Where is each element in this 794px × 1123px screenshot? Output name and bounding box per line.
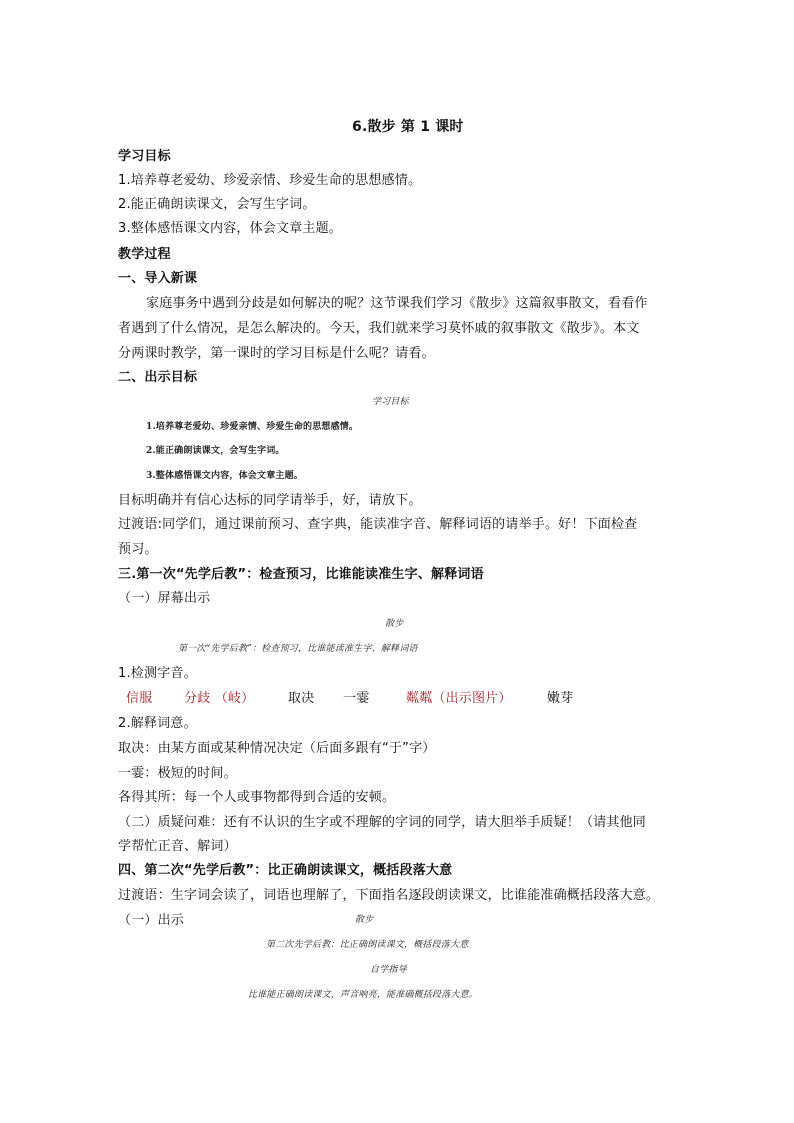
transition-2: 过渡语：生字词会读了，词语也理解了，下面指名逐段朗读课文，比谁能准确概括段落大意。 xyxy=(118,888,660,903)
section-1-para-line-1: 家庭事务中遇到分歧是如何解决的呢？这节课我们学习《散步》这篇叙事散文，看看作 xyxy=(146,296,648,311)
slide-1-title: 学习目标 xyxy=(372,397,409,407)
explain-heading: 2.解释词意。 xyxy=(118,716,197,731)
page-title: 6.散步 第 1 课时 xyxy=(352,119,464,135)
section-1-para-line-3: 分两课时教学，第一课时的学习目标是什么呢？请看。 xyxy=(118,346,435,361)
word-6: 嫩芽 xyxy=(547,691,574,706)
goals-heading: 学习目标 xyxy=(118,149,171,164)
slide-3-title: 散步 xyxy=(355,915,374,925)
slide-1-item-3: 3.整体感悟课文内容，体会文章主题。 xyxy=(146,471,303,481)
goal-item-1: 1.培养尊老爱幼、珍爱亲情、珍爱生命的思想感情。 xyxy=(118,173,422,188)
section-3-sub-1: （一）屏幕出示 xyxy=(118,591,211,606)
section-1-heading: 一、导入新课 xyxy=(118,271,198,286)
section-3-sub-2-line-1: （二）质疑问难：还有不认识的生字或不理解的字词的同学，请大胆举手质疑！（请其他同 xyxy=(118,815,647,830)
word-4: 一霎 xyxy=(343,691,370,706)
word-1: 信服 xyxy=(126,691,153,706)
section-4-heading: 四、第二次“先学后教”：比正确朗读课文，概括段落大意 xyxy=(118,863,453,878)
slide-1-item-1: 1.培养尊老爱幼、珍爱亲情、珍爱生命的思想感情。 xyxy=(146,422,359,432)
slide-3-sub: 自学指导 xyxy=(370,965,407,975)
section-3-heading: 三.第一次“先学后教”：检查预习，比谁能读准生字、解释词语 xyxy=(118,567,484,582)
slide-1-item-2: 2.能正确朗读课文，会写生字词。 xyxy=(146,446,285,456)
slide-3-line: 第二次先学后教：比正确朗读课文，概括段落大意 xyxy=(266,940,469,950)
section-4-sub-1: （一）出示 xyxy=(118,913,185,928)
check-pronunciation: 1.检测字音。 xyxy=(118,666,197,681)
slide-3-instruction: 比谁能正确朗读课文，声音响亮，能准确概括段落大意。 xyxy=(248,990,479,1000)
transition-1-line-2: 预习。 xyxy=(118,542,158,557)
word-2: 分歧 （岐） xyxy=(184,691,255,706)
word-3: 取决 xyxy=(288,691,315,706)
section-2-heading: 二、出示目标 xyxy=(118,370,198,385)
definition-1: 取决：由某方面或某种情况决定（后面多跟有“于”字） xyxy=(118,741,436,756)
word-5: 粼粼（出示图片） xyxy=(406,691,512,706)
after-goals-text: 目标明确并有信心达标的同学请举手，好，请放下。 xyxy=(118,493,422,508)
section-3-sub-2-line-2: 学帮忙正音、解词） xyxy=(118,839,237,854)
section-1-para-line-2: 者遇到了什么情况，是怎么解决的。今天，我们就来学习莫怀戚的叙事散文《散步》。本文 xyxy=(118,321,640,336)
process-heading: 教学过程 xyxy=(118,247,171,262)
definition-2: 一霎：极短的时间。 xyxy=(118,766,237,781)
slide-2-title: 散步 xyxy=(385,619,404,629)
slide-2-line: 第一次“先学后教”：检查预习，比谁能读准生字、解释词语 xyxy=(178,644,418,654)
transition-1-line-1: 过渡语:同学们，通过课前预习、查字典，能读准字音、解释词语的请举手。好！下面检查 xyxy=(118,517,638,532)
definition-3: 各得其所：每一个人或事物都得到合适的安顿。 xyxy=(118,790,396,805)
goal-item-3: 3.整体感悟课文内容，体会文章主题。 xyxy=(118,221,343,236)
goal-item-2: 2.能正确朗读课文，会写生字词。 xyxy=(118,197,316,212)
